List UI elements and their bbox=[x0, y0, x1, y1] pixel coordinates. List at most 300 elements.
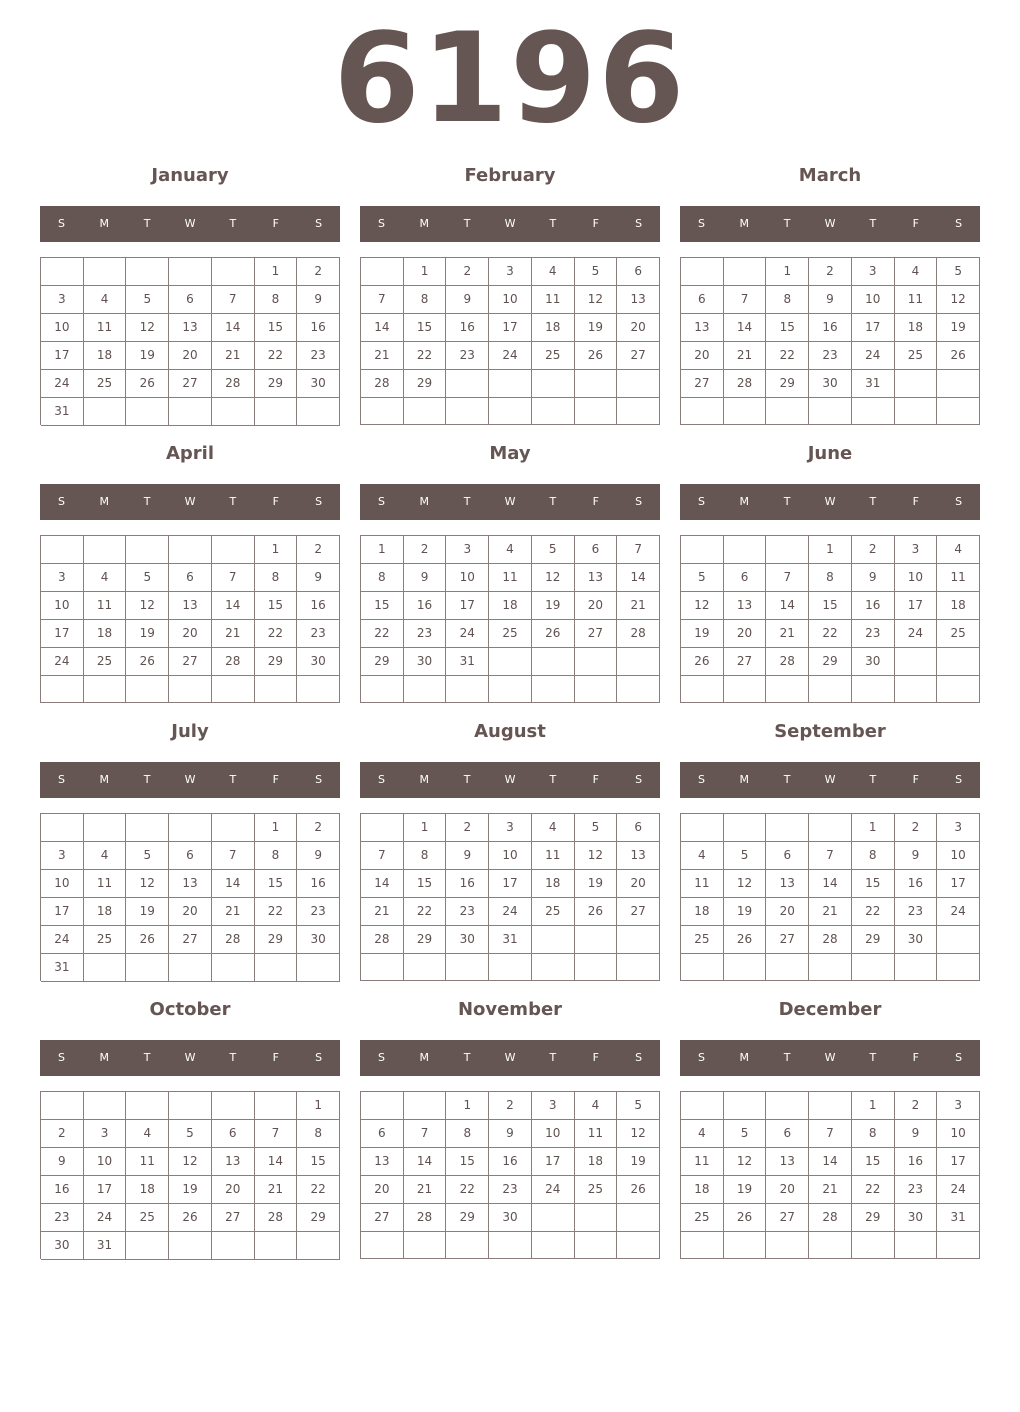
day-cell[interactable]: 23 bbox=[895, 1176, 938, 1204]
day-cell[interactable]: 22 bbox=[297, 1176, 340, 1204]
day-cell[interactable]: 27 bbox=[169, 370, 212, 398]
day-cell[interactable]: 20 bbox=[361, 1176, 404, 1204]
day-cell[interactable]: 12 bbox=[126, 870, 169, 898]
day-cell[interactable]: 20 bbox=[617, 870, 660, 898]
day-cell[interactable]: 1 bbox=[404, 258, 447, 286]
day-cell[interactable]: 13 bbox=[169, 870, 212, 898]
day-cell[interactable]: 6 bbox=[361, 1120, 404, 1148]
day-cell[interactable]: 2 bbox=[489, 1092, 532, 1120]
day-cell[interactable]: 1 bbox=[255, 814, 298, 842]
day-cell[interactable]: 22 bbox=[852, 898, 895, 926]
day-cell[interactable]: 31 bbox=[852, 370, 895, 398]
day-cell[interactable]: 29 bbox=[766, 370, 809, 398]
day-cell[interactable]: 13 bbox=[617, 286, 660, 314]
day-cell[interactable]: 8 bbox=[255, 564, 298, 592]
day-cell[interactable]: 29 bbox=[404, 370, 447, 398]
day-cell[interactable]: 30 bbox=[895, 1204, 938, 1232]
day-cell[interactable]: 14 bbox=[404, 1148, 447, 1176]
day-cell[interactable]: 22 bbox=[404, 898, 447, 926]
day-cell[interactable]: 3 bbox=[532, 1092, 575, 1120]
day-cell[interactable]: 11 bbox=[895, 286, 938, 314]
day-cell[interactable]: 13 bbox=[617, 842, 660, 870]
day-cell[interactable]: 24 bbox=[895, 620, 938, 648]
day-cell[interactable]: 4 bbox=[84, 842, 127, 870]
day-cell[interactable]: 11 bbox=[532, 842, 575, 870]
day-cell[interactable]: 24 bbox=[446, 620, 489, 648]
day-cell[interactable]: 13 bbox=[575, 564, 618, 592]
day-cell[interactable]: 15 bbox=[852, 1148, 895, 1176]
day-cell[interactable]: 23 bbox=[809, 342, 852, 370]
day-cell[interactable]: 29 bbox=[361, 648, 404, 676]
day-cell[interactable]: 13 bbox=[361, 1148, 404, 1176]
day-cell[interactable]: 4 bbox=[532, 258, 575, 286]
day-cell[interactable]: 28 bbox=[361, 926, 404, 954]
day-cell[interactable]: 9 bbox=[446, 286, 489, 314]
day-cell[interactable]: 1 bbox=[852, 814, 895, 842]
day-cell[interactable]: 2 bbox=[446, 258, 489, 286]
day-cell[interactable]: 17 bbox=[41, 342, 84, 370]
day-cell[interactable]: 20 bbox=[169, 620, 212, 648]
day-cell[interactable]: 8 bbox=[852, 1120, 895, 1148]
day-cell[interactable]: 5 bbox=[126, 564, 169, 592]
day-cell[interactable]: 18 bbox=[84, 342, 127, 370]
day-cell[interactable]: 23 bbox=[41, 1204, 84, 1232]
day-cell[interactable]: 5 bbox=[617, 1092, 660, 1120]
day-cell[interactable]: 14 bbox=[766, 592, 809, 620]
day-cell[interactable]: 29 bbox=[255, 648, 298, 676]
day-cell[interactable]: 14 bbox=[809, 870, 852, 898]
day-cell[interactable]: 28 bbox=[404, 1204, 447, 1232]
day-cell[interactable]: 6 bbox=[617, 258, 660, 286]
day-cell[interactable]: 20 bbox=[617, 314, 660, 342]
day-cell[interactable]: 10 bbox=[489, 286, 532, 314]
day-cell[interactable]: 27 bbox=[724, 648, 767, 676]
day-cell[interactable]: 16 bbox=[895, 870, 938, 898]
day-cell[interactable]: 9 bbox=[809, 286, 852, 314]
day-cell[interactable]: 20 bbox=[575, 592, 618, 620]
day-cell[interactable]: 11 bbox=[575, 1120, 618, 1148]
day-cell[interactable]: 10 bbox=[937, 1120, 980, 1148]
day-cell[interactable]: 25 bbox=[681, 926, 724, 954]
day-cell[interactable]: 27 bbox=[169, 648, 212, 676]
day-cell[interactable]: 25 bbox=[895, 342, 938, 370]
day-cell[interactable]: 15 bbox=[361, 592, 404, 620]
day-cell[interactable]: 15 bbox=[809, 592, 852, 620]
day-cell[interactable]: 26 bbox=[532, 620, 575, 648]
day-cell[interactable]: 18 bbox=[489, 592, 532, 620]
day-cell[interactable]: 18 bbox=[937, 592, 980, 620]
day-cell[interactable]: 14 bbox=[255, 1148, 298, 1176]
day-cell[interactable]: 12 bbox=[937, 286, 980, 314]
day-cell[interactable]: 21 bbox=[617, 592, 660, 620]
day-cell[interactable]: 6 bbox=[169, 286, 212, 314]
day-cell[interactable]: 25 bbox=[84, 648, 127, 676]
day-cell[interactable]: 10 bbox=[41, 314, 84, 342]
day-cell[interactable]: 27 bbox=[212, 1204, 255, 1232]
day-cell[interactable]: 28 bbox=[212, 926, 255, 954]
day-cell[interactable]: 8 bbox=[766, 286, 809, 314]
day-cell[interactable]: 18 bbox=[532, 314, 575, 342]
day-cell[interactable]: 1 bbox=[297, 1092, 340, 1120]
day-cell[interactable]: 14 bbox=[361, 314, 404, 342]
day-cell[interactable]: 11 bbox=[681, 870, 724, 898]
day-cell[interactable]: 8 bbox=[297, 1120, 340, 1148]
day-cell[interactable]: 7 bbox=[809, 1120, 852, 1148]
day-cell[interactable]: 13 bbox=[212, 1148, 255, 1176]
day-cell[interactable]: 16 bbox=[809, 314, 852, 342]
day-cell[interactable]: 23 bbox=[852, 620, 895, 648]
day-cell[interactable]: 3 bbox=[895, 536, 938, 564]
day-cell[interactable]: 11 bbox=[84, 870, 127, 898]
day-cell[interactable]: 11 bbox=[681, 1148, 724, 1176]
day-cell[interactable]: 3 bbox=[489, 258, 532, 286]
day-cell[interactable]: 3 bbox=[446, 536, 489, 564]
day-cell[interactable]: 18 bbox=[84, 898, 127, 926]
day-cell[interactable]: 18 bbox=[84, 620, 127, 648]
day-cell[interactable]: 30 bbox=[809, 370, 852, 398]
day-cell[interactable]: 13 bbox=[766, 1148, 809, 1176]
day-cell[interactable]: 7 bbox=[617, 536, 660, 564]
day-cell[interactable]: 19 bbox=[681, 620, 724, 648]
day-cell[interactable]: 2 bbox=[852, 536, 895, 564]
day-cell[interactable]: 6 bbox=[724, 564, 767, 592]
day-cell[interactable]: 1 bbox=[852, 1092, 895, 1120]
day-cell[interactable]: 1 bbox=[404, 814, 447, 842]
day-cell[interactable]: 12 bbox=[617, 1120, 660, 1148]
day-cell[interactable]: 4 bbox=[895, 258, 938, 286]
day-cell[interactable]: 15 bbox=[404, 870, 447, 898]
day-cell[interactable]: 30 bbox=[297, 370, 340, 398]
day-cell[interactable]: 1 bbox=[255, 536, 298, 564]
day-cell[interactable]: 22 bbox=[809, 620, 852, 648]
day-cell[interactable]: 19 bbox=[724, 898, 767, 926]
day-cell[interactable]: 23 bbox=[489, 1176, 532, 1204]
day-cell[interactable]: 20 bbox=[681, 342, 724, 370]
day-cell[interactable]: 29 bbox=[446, 1204, 489, 1232]
day-cell[interactable]: 6 bbox=[575, 536, 618, 564]
day-cell[interactable]: 6 bbox=[766, 1120, 809, 1148]
day-cell[interactable]: 17 bbox=[532, 1148, 575, 1176]
day-cell[interactable]: 2 bbox=[297, 536, 340, 564]
day-cell[interactable]: 9 bbox=[489, 1120, 532, 1148]
day-cell[interactable]: 23 bbox=[446, 342, 489, 370]
day-cell[interactable]: 6 bbox=[169, 564, 212, 592]
day-cell[interactable]: 25 bbox=[84, 370, 127, 398]
day-cell[interactable]: 31 bbox=[489, 926, 532, 954]
day-cell[interactable]: 23 bbox=[404, 620, 447, 648]
day-cell[interactable]: 8 bbox=[852, 842, 895, 870]
day-cell[interactable]: 26 bbox=[617, 1176, 660, 1204]
day-cell[interactable]: 3 bbox=[937, 814, 980, 842]
day-cell[interactable]: 30 bbox=[446, 926, 489, 954]
day-cell[interactable]: 17 bbox=[895, 592, 938, 620]
day-cell[interactable]: 28 bbox=[212, 648, 255, 676]
day-cell[interactable]: 7 bbox=[255, 1120, 298, 1148]
day-cell[interactable]: 2 bbox=[895, 814, 938, 842]
day-cell[interactable]: 2 bbox=[297, 814, 340, 842]
day-cell[interactable]: 25 bbox=[532, 898, 575, 926]
day-cell[interactable]: 6 bbox=[212, 1120, 255, 1148]
day-cell[interactable]: 9 bbox=[297, 842, 340, 870]
day-cell[interactable]: 22 bbox=[852, 1176, 895, 1204]
day-cell[interactable]: 28 bbox=[255, 1204, 298, 1232]
day-cell[interactable]: 5 bbox=[681, 564, 724, 592]
day-cell[interactable]: 21 bbox=[724, 342, 767, 370]
day-cell[interactable]: 24 bbox=[852, 342, 895, 370]
day-cell[interactable]: 10 bbox=[41, 870, 84, 898]
day-cell[interactable]: 26 bbox=[575, 342, 618, 370]
day-cell[interactable]: 17 bbox=[446, 592, 489, 620]
day-cell[interactable]: 25 bbox=[681, 1204, 724, 1232]
day-cell[interactable]: 9 bbox=[41, 1148, 84, 1176]
day-cell[interactable]: 12 bbox=[532, 564, 575, 592]
day-cell[interactable]: 26 bbox=[575, 898, 618, 926]
day-cell[interactable]: 17 bbox=[84, 1176, 127, 1204]
day-cell[interactable]: 30 bbox=[297, 648, 340, 676]
day-cell[interactable]: 7 bbox=[809, 842, 852, 870]
day-cell[interactable]: 17 bbox=[41, 898, 84, 926]
day-cell[interactable]: 30 bbox=[852, 648, 895, 676]
day-cell[interactable]: 14 bbox=[809, 1148, 852, 1176]
day-cell[interactable]: 16 bbox=[489, 1148, 532, 1176]
day-cell[interactable]: 20 bbox=[212, 1176, 255, 1204]
day-cell[interactable]: 15 bbox=[446, 1148, 489, 1176]
day-cell[interactable]: 21 bbox=[766, 620, 809, 648]
day-cell[interactable]: 22 bbox=[361, 620, 404, 648]
day-cell[interactable]: 4 bbox=[532, 814, 575, 842]
day-cell[interactable]: 31 bbox=[937, 1204, 980, 1232]
day-cell[interactable]: 21 bbox=[361, 898, 404, 926]
day-cell[interactable]: 31 bbox=[41, 954, 84, 982]
day-cell[interactable]: 16 bbox=[41, 1176, 84, 1204]
day-cell[interactable]: 27 bbox=[575, 620, 618, 648]
day-cell[interactable]: 12 bbox=[575, 286, 618, 314]
day-cell[interactable]: 12 bbox=[169, 1148, 212, 1176]
day-cell[interactable]: 16 bbox=[404, 592, 447, 620]
day-cell[interactable]: 30 bbox=[895, 926, 938, 954]
day-cell[interactable]: 7 bbox=[766, 564, 809, 592]
day-cell[interactable]: 2 bbox=[809, 258, 852, 286]
day-cell[interactable]: 10 bbox=[41, 592, 84, 620]
day-cell[interactable]: 3 bbox=[84, 1120, 127, 1148]
day-cell[interactable]: 29 bbox=[809, 648, 852, 676]
day-cell[interactable]: 17 bbox=[489, 870, 532, 898]
day-cell[interactable]: 23 bbox=[297, 620, 340, 648]
day-cell[interactable]: 9 bbox=[297, 286, 340, 314]
day-cell[interactable]: 4 bbox=[489, 536, 532, 564]
day-cell[interactable]: 11 bbox=[84, 314, 127, 342]
day-cell[interactable]: 7 bbox=[404, 1120, 447, 1148]
day-cell[interactable]: 29 bbox=[255, 926, 298, 954]
day-cell[interactable]: 30 bbox=[41, 1232, 84, 1260]
day-cell[interactable]: 28 bbox=[809, 1204, 852, 1232]
day-cell[interactable]: 24 bbox=[489, 898, 532, 926]
day-cell[interactable]: 10 bbox=[852, 286, 895, 314]
day-cell[interactable]: 14 bbox=[212, 314, 255, 342]
day-cell[interactable]: 24 bbox=[41, 926, 84, 954]
day-cell[interactable]: 14 bbox=[212, 870, 255, 898]
day-cell[interactable]: 30 bbox=[404, 648, 447, 676]
day-cell[interactable]: 24 bbox=[41, 370, 84, 398]
day-cell[interactable]: 10 bbox=[489, 842, 532, 870]
day-cell[interactable]: 4 bbox=[84, 564, 127, 592]
day-cell[interactable]: 6 bbox=[617, 814, 660, 842]
day-cell[interactable]: 14 bbox=[361, 870, 404, 898]
day-cell[interactable]: 28 bbox=[617, 620, 660, 648]
day-cell[interactable]: 4 bbox=[681, 1120, 724, 1148]
day-cell[interactable]: 24 bbox=[41, 648, 84, 676]
day-cell[interactable]: 8 bbox=[404, 286, 447, 314]
day-cell[interactable]: 13 bbox=[169, 592, 212, 620]
day-cell[interactable]: 26 bbox=[126, 370, 169, 398]
day-cell[interactable]: 8 bbox=[255, 286, 298, 314]
day-cell[interactable]: 8 bbox=[446, 1120, 489, 1148]
day-cell[interactable]: 15 bbox=[766, 314, 809, 342]
day-cell[interactable]: 25 bbox=[126, 1204, 169, 1232]
day-cell[interactable]: 3 bbox=[852, 258, 895, 286]
day-cell[interactable]: 18 bbox=[895, 314, 938, 342]
day-cell[interactable]: 21 bbox=[212, 620, 255, 648]
day-cell[interactable]: 7 bbox=[212, 564, 255, 592]
day-cell[interactable]: 19 bbox=[169, 1176, 212, 1204]
day-cell[interactable]: 23 bbox=[895, 898, 938, 926]
day-cell[interactable]: 24 bbox=[84, 1204, 127, 1232]
day-cell[interactable]: 8 bbox=[255, 842, 298, 870]
day-cell[interactable]: 11 bbox=[84, 592, 127, 620]
day-cell[interactable]: 5 bbox=[126, 286, 169, 314]
day-cell[interactable]: 21 bbox=[255, 1176, 298, 1204]
day-cell[interactable]: 22 bbox=[255, 898, 298, 926]
day-cell[interactable]: 27 bbox=[169, 926, 212, 954]
day-cell[interactable]: 16 bbox=[852, 592, 895, 620]
day-cell[interactable]: 31 bbox=[84, 1232, 127, 1260]
day-cell[interactable]: 24 bbox=[937, 898, 980, 926]
day-cell[interactable]: 27 bbox=[681, 370, 724, 398]
day-cell[interactable]: 13 bbox=[169, 314, 212, 342]
day-cell[interactable]: 25 bbox=[575, 1176, 618, 1204]
day-cell[interactable]: 18 bbox=[532, 870, 575, 898]
day-cell[interactable]: 5 bbox=[169, 1120, 212, 1148]
day-cell[interactable]: 29 bbox=[255, 370, 298, 398]
day-cell[interactable]: 29 bbox=[297, 1204, 340, 1232]
day-cell[interactable]: 31 bbox=[446, 648, 489, 676]
day-cell[interactable]: 10 bbox=[446, 564, 489, 592]
day-cell[interactable]: 29 bbox=[852, 1204, 895, 1232]
day-cell[interactable]: 5 bbox=[724, 842, 767, 870]
day-cell[interactable]: 9 bbox=[297, 564, 340, 592]
day-cell[interactable]: 4 bbox=[937, 536, 980, 564]
day-cell[interactable]: 22 bbox=[255, 342, 298, 370]
day-cell[interactable]: 10 bbox=[895, 564, 938, 592]
day-cell[interactable]: 24 bbox=[937, 1176, 980, 1204]
day-cell[interactable]: 28 bbox=[361, 370, 404, 398]
day-cell[interactable]: 3 bbox=[41, 842, 84, 870]
day-cell[interactable]: 27 bbox=[766, 926, 809, 954]
day-cell[interactable]: 13 bbox=[766, 870, 809, 898]
day-cell[interactable]: 25 bbox=[532, 342, 575, 370]
day-cell[interactable]: 18 bbox=[681, 1176, 724, 1204]
day-cell[interactable]: 15 bbox=[852, 870, 895, 898]
day-cell[interactable]: 12 bbox=[724, 1148, 767, 1176]
day-cell[interactable]: 11 bbox=[532, 286, 575, 314]
day-cell[interactable]: 17 bbox=[852, 314, 895, 342]
day-cell[interactable]: 28 bbox=[724, 370, 767, 398]
day-cell[interactable]: 23 bbox=[297, 898, 340, 926]
day-cell[interactable]: 9 bbox=[404, 564, 447, 592]
day-cell[interactable]: 17 bbox=[937, 1148, 980, 1176]
day-cell[interactable]: 22 bbox=[255, 620, 298, 648]
day-cell[interactable]: 26 bbox=[169, 1204, 212, 1232]
day-cell[interactable]: 19 bbox=[937, 314, 980, 342]
day-cell[interactable]: 29 bbox=[852, 926, 895, 954]
day-cell[interactable]: 5 bbox=[126, 842, 169, 870]
day-cell[interactable]: 15 bbox=[255, 870, 298, 898]
day-cell[interactable]: 4 bbox=[575, 1092, 618, 1120]
day-cell[interactable]: 24 bbox=[532, 1176, 575, 1204]
day-cell[interactable]: 24 bbox=[489, 342, 532, 370]
day-cell[interactable]: 1 bbox=[809, 536, 852, 564]
day-cell[interactable]: 5 bbox=[937, 258, 980, 286]
day-cell[interactable]: 27 bbox=[766, 1204, 809, 1232]
day-cell[interactable]: 22 bbox=[766, 342, 809, 370]
day-cell[interactable]: 5 bbox=[724, 1120, 767, 1148]
day-cell[interactable]: 16 bbox=[895, 1148, 938, 1176]
day-cell[interactable]: 5 bbox=[575, 258, 618, 286]
day-cell[interactable]: 21 bbox=[809, 898, 852, 926]
day-cell[interactable]: 1 bbox=[255, 258, 298, 286]
day-cell[interactable]: 19 bbox=[575, 314, 618, 342]
day-cell[interactable]: 19 bbox=[575, 870, 618, 898]
day-cell[interactable]: 3 bbox=[41, 286, 84, 314]
day-cell[interactable]: 20 bbox=[169, 898, 212, 926]
day-cell[interactable]: 11 bbox=[126, 1148, 169, 1176]
day-cell[interactable]: 19 bbox=[532, 592, 575, 620]
day-cell[interactable]: 16 bbox=[297, 592, 340, 620]
day-cell[interactable]: 2 bbox=[297, 258, 340, 286]
day-cell[interactable]: 7 bbox=[724, 286, 767, 314]
day-cell[interactable]: 20 bbox=[169, 342, 212, 370]
day-cell[interactable]: 13 bbox=[681, 314, 724, 342]
day-cell[interactable]: 6 bbox=[766, 842, 809, 870]
day-cell[interactable]: 19 bbox=[126, 620, 169, 648]
day-cell[interactable]: 18 bbox=[126, 1176, 169, 1204]
day-cell[interactable]: 2 bbox=[446, 814, 489, 842]
day-cell[interactable]: 27 bbox=[617, 342, 660, 370]
day-cell[interactable]: 8 bbox=[809, 564, 852, 592]
day-cell[interactable]: 13 bbox=[724, 592, 767, 620]
day-cell[interactable]: 9 bbox=[895, 842, 938, 870]
day-cell[interactable]: 15 bbox=[404, 314, 447, 342]
day-cell[interactable]: 7 bbox=[212, 286, 255, 314]
day-cell[interactable]: 12 bbox=[724, 870, 767, 898]
day-cell[interactable]: 19 bbox=[126, 342, 169, 370]
day-cell[interactable]: 26 bbox=[126, 648, 169, 676]
day-cell[interactable]: 10 bbox=[532, 1120, 575, 1148]
day-cell[interactable]: 17 bbox=[41, 620, 84, 648]
day-cell[interactable]: 26 bbox=[724, 926, 767, 954]
day-cell[interactable]: 4 bbox=[126, 1120, 169, 1148]
day-cell[interactable]: 1 bbox=[766, 258, 809, 286]
day-cell[interactable]: 4 bbox=[84, 286, 127, 314]
day-cell[interactable]: 17 bbox=[937, 870, 980, 898]
day-cell[interactable]: 19 bbox=[617, 1148, 660, 1176]
day-cell[interactable]: 8 bbox=[404, 842, 447, 870]
day-cell[interactable]: 1 bbox=[361, 536, 404, 564]
day-cell[interactable]: 6 bbox=[169, 842, 212, 870]
day-cell[interactable]: 16 bbox=[446, 314, 489, 342]
day-cell[interactable]: 25 bbox=[489, 620, 532, 648]
day-cell[interactable]: 23 bbox=[446, 898, 489, 926]
